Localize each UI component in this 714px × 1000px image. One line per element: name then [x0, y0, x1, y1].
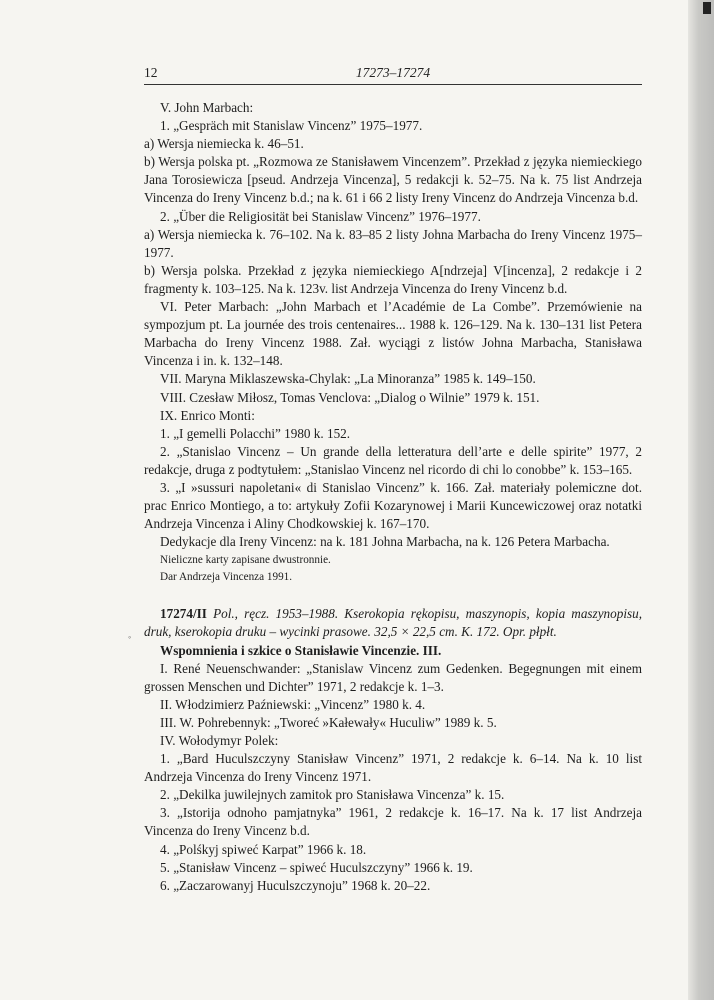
- book-edge: [688, 0, 714, 1000]
- entry-17273-continuation: [144, 99, 642, 551]
- text-line: 1. „Gespräch mit Stanislaw Vincenz” 1975–1977.: [160, 118, 423, 134]
- text-line: 4. „Polśkyj spiweć Karpat” 1966 k. 18.: [160, 841, 367, 857]
- text-line: a) Wersja niemiecka k. 76–102. Na k. 83–85 2 listy Johna Marbacha do Ireny Vincenz 1975–1977.: [144, 226, 642, 260]
- text-line: IX. Enrico Monti:: [160, 407, 255, 423]
- text-line: b) Wersja polska pt. „Rozmowa ze Stanisławem Vincenzem”. Przekład z języka niemieckiego Jana Torosiewicza [pseud. Andrzeja Vincenza], 5 redakcji k. 52–75. Na k. 75 list Andrzeja Vincenza do Ireny Vincenz b.d.; na k. 61 i 66 2 listy Ireny Vincenz do Andrzeja Vincenza b.d.: [144, 154, 642, 206]
- text-line: 2. „Stanislao Vincenz – Un grande della letteratura dell’arte e delle spirite” 1977, 2 redakcje, druga z podtytułem: „Stanislao Vincenz nel ricordo di chi lo conobbe” k. 153–165.: [144, 443, 642, 477]
- text-line: V. John Marbach:: [160, 100, 254, 115]
- text-line: 2. „Dekilka juwilejnych zamitok pro Stanisława Vincenza” k. 15.: [160, 787, 505, 803]
- entry-signature: 17274/II: [160, 606, 207, 622]
- text-line: VII. Maryna Miklaszewska-Chylak: „La Minoranza” 1985 k. 149–150.: [160, 371, 536, 387]
- note-line: Dar Andrzeja Vincenza 1991.: [160, 571, 293, 584]
- text-line: b) Wersja polska. Przekład z języka niemieckiego A[ndrzeja] V[incenza], 2 redakcje i 2 fragmenty k. 103–125. Na k. 123v. list Andrzeja Vincenza do Ireny Vincenz b.d.: [144, 262, 642, 296]
- text-line: I. René Neuenschwander: „Stanislaw Vincenz zum Gedenken. Begegnungen mit einem grossen Menschen und Dichter” 1971, 2 redakcje k. 1–3.: [144, 660, 642, 694]
- text-line: 5. „Stanisław Vincenz – spiweć Huculszczyny” 1966 k. 19.: [160, 859, 473, 875]
- page-body: [144, 99, 642, 895]
- page-number: 12: [144, 65, 158, 80]
- text-line: 3. „Istorija odnoho pamjatnyka” 1961, 2 redakcje k. 16–17. Na k. 17 list Andrzeja Vincenza do Ireny Vincenz b.d.: [144, 805, 642, 839]
- text-line: 2. „Über die Religiosität bei Stanislaw Vincenz” 1976–1977.: [160, 208, 481, 224]
- text-line: 6. „Zaczarowanyj Huculszczynoju” 1968 k. 20–22.: [160, 877, 431, 893]
- edge-mark: [703, 2, 711, 14]
- text-line: III. W. Pohrebennyk: „Tworeć »Kałewały« Huculiw” 1989 k. 5.: [160, 714, 497, 730]
- page-header: [144, 62, 642, 85]
- spacer: [144, 585, 642, 605]
- text-line: VI. Peter Marbach: „John Marbach et l’Académie de La Combe”. Przemówienie na sympozjum pt. La journée des trois centenaires... 1988 k. 126–129. Na k. 130–131 list Petera Marbacha do Ireny Vincenz 1988. Zał. wyciągi z listów Johna Marbacha, Stanisława Vincenza i in. k. 132–148.: [144, 299, 642, 369]
- text-line: IV. Wołodymyr Polek:: [160, 733, 279, 748]
- text-line: VIII. Czesław Miłosz, Tomas Venclova: „Dialog o Wilnie” 1979 k. 151.: [160, 389, 540, 405]
- text-line: a) Wersja niemiecka k. 46–51.: [144, 136, 304, 152]
- entry-17274-header: [144, 605, 642, 641]
- entry-17274-contents: [144, 660, 642, 895]
- entry-description: Pol., ręcz. 1953–1988. Kserokopia rękopisu, maszynopis, kopia maszynopisu, druk, kserokopia druku – wycinki prasowe. 32,5 × 22,5 cm. K. 172. Opr. płpłt.: [144, 606, 643, 640]
- text-line: 3. „I »sussuri napoletani« di Stanislao Vincenz” k. 166. Zał. materiały polemiczne dot. prac Enrico Montiego, a to: artykuły Zofii Kozarynowej i Marii Kuncewiczowej oraz notatki Andrzeja Vincenza i Aliny Chodkowskiej k. 167–170.: [144, 479, 642, 532]
- running-title: 17273–17274: [355, 65, 431, 80]
- note-line: Nieliczne karty zapisane dwustronnie.: [160, 554, 331, 567]
- margin-mark: ◦: [128, 632, 132, 642]
- entry-title: Wspomnienia i szkice o Stanisławie Vincenzie. III.: [160, 642, 442, 658]
- text-line: II. Włodzimierz Paźniewski: „Vincenz” 1980 k. 4.: [160, 696, 426, 712]
- text-line: Dedykacje dla Ireny Vincenz: na k. 181 Johna Marbacha, na k. 126 Petera Marbacha.: [160, 534, 610, 550]
- entry-notes: [144, 553, 642, 585]
- text-line: 1. „I gemelli Polacchi” 1980 k. 152.: [160, 425, 351, 441]
- text-line: 1. „Bard Huculszczyny Stanisław Vincenz” 1971, 2 redakcje k. 6–14. Na k. 10 list Andrzeja Vincenza do Ireny Vincenz 1971.: [144, 751, 642, 785]
